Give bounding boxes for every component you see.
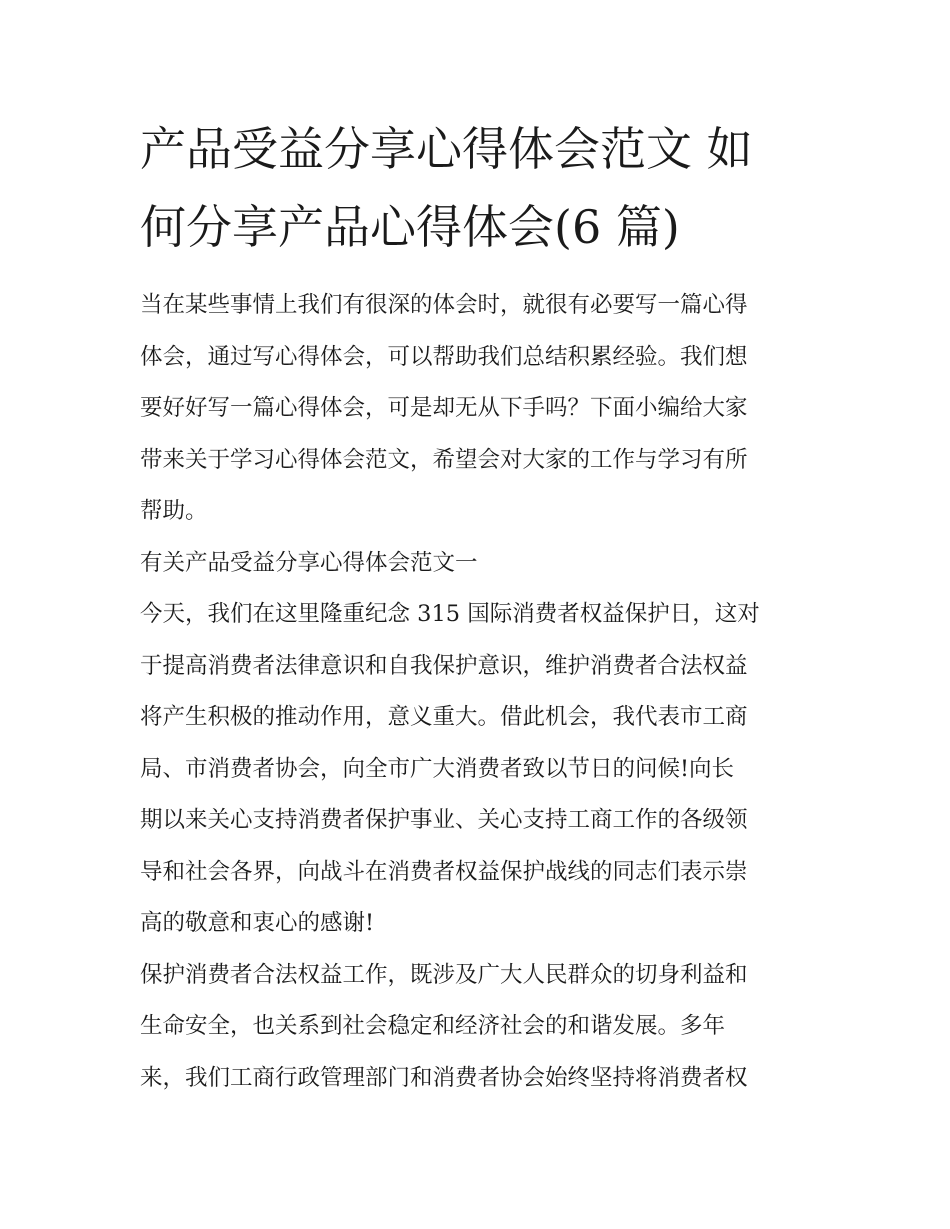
body-paragraph [140,589,820,950]
text-line: 将产生积极的推动作用，意义重大。借此机会，我代表市工商 [140,704,748,730]
text-line: 于提高消费者法律意识和自我保护意识，维护消费者合法权益 [140,652,748,679]
document-page [140,110,820,1104]
document-body [140,280,820,1104]
document-title [140,110,820,266]
text-line: 高的敬意和衷心的感谢! [140,910,375,936]
body-paragraph [140,950,820,1105]
title-line: 产品受益分享心得体会范文 如 [140,122,753,176]
text-line: 体会，通过写心得体会，可以帮助我们总结积累经验。我们想 [140,343,748,370]
text-line: 导和社会各界，向战斗在消费者权益保护战线的同志们表示崇 [140,858,748,885]
text-line: 当在某些事情上我们有很深的体会时，就很有必要写一篇心得 [140,292,748,318]
text-line: 生命安全，也关系到社会稳定和经济社会的和谐发展。多年 [140,1013,726,1039]
text-line: 要好好写一篇心得体会，可是却无从下手吗？下面小编给大家 [140,395,748,421]
text-line: 有关产品受益分享心得体会范文一 [140,549,478,576]
text-line: 保护消费者合法权益工作，既涉及广大人民群众的切身利益和 [140,961,748,988]
text-line: 今天，我们在这里隆重纪念 315 国际消费者权益保护日，这对 [140,601,760,627]
title-line: 何分享产品心得体会(6 篇) [140,200,680,254]
text-line: 局、市消费者协会，向全市广大消费者致以节日的问候!向长 [140,755,735,782]
text-line: 带来关于学习心得体会范文，希望会对大家的工作与学习有所 [140,446,748,473]
text-line: 期以来关心支持消费者保护事业、关心支持工商工作的各级领 [140,807,748,833]
intro-paragraph [140,280,820,538]
text-line: 帮助。 [140,498,208,524]
text-line: 来，我们工商行政管理部门和消费者协会始终坚持将消费者权 [140,1064,748,1091]
section-heading [140,538,820,590]
